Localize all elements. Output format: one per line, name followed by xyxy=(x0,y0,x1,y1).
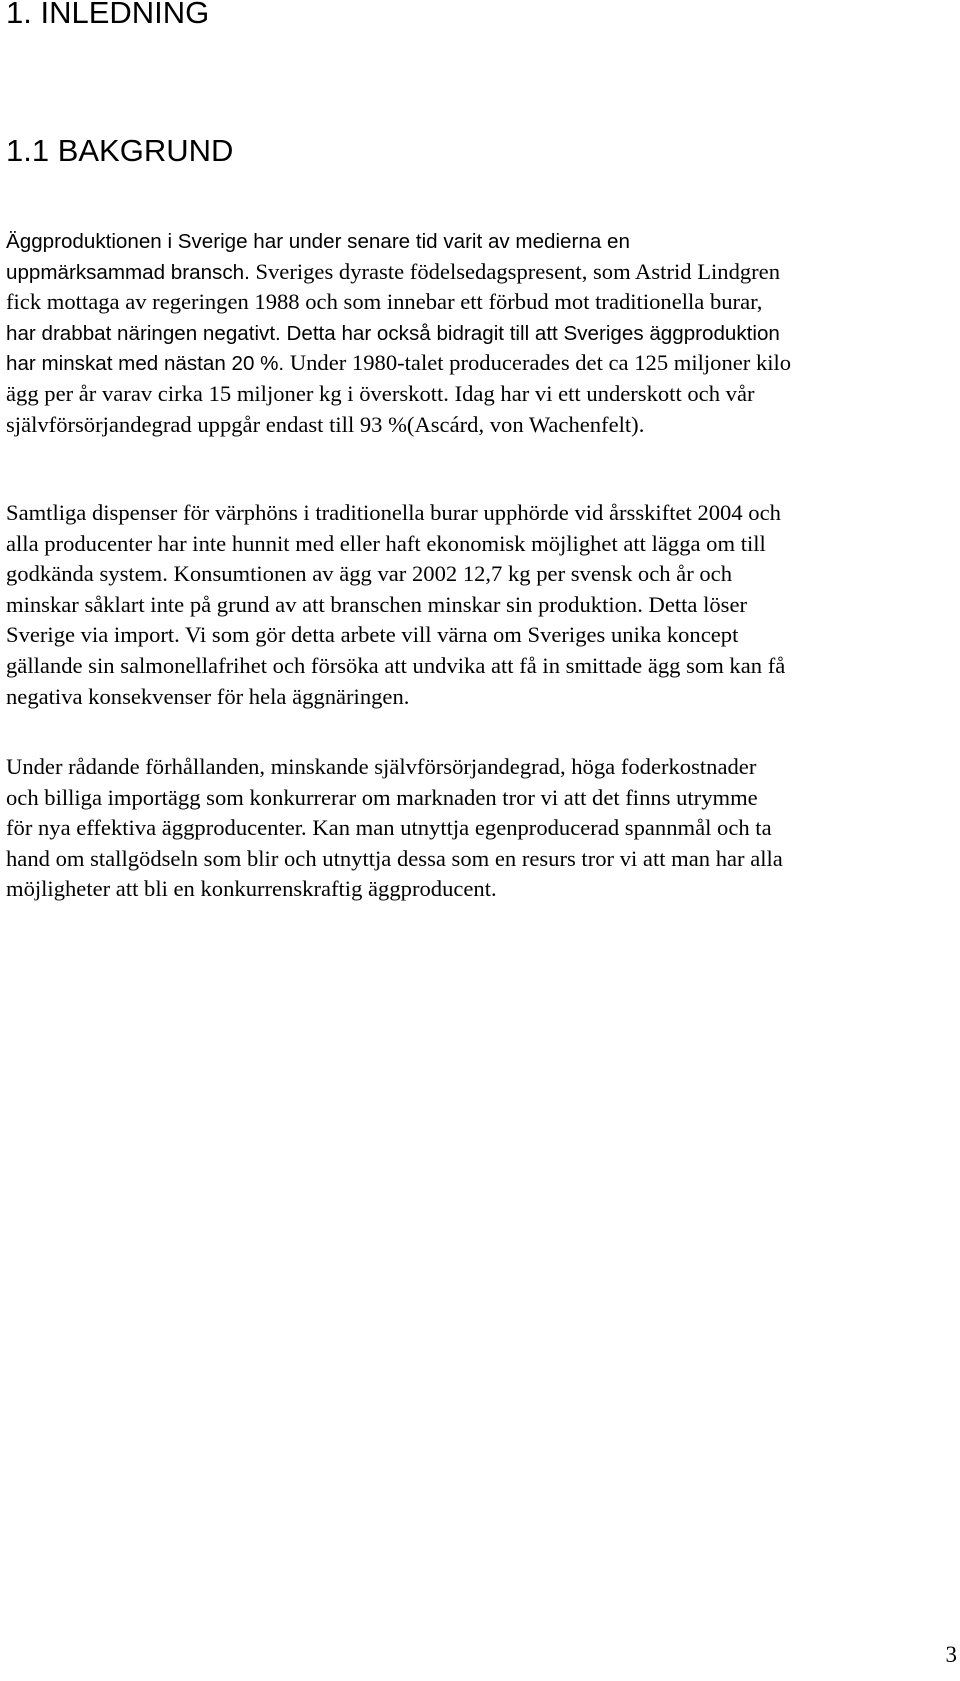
paragraph-line: fick mottaga av regeringen 1988 och som innebar ett förbud mot traditionella burar, xyxy=(6,289,763,315)
paragraph-line: uppmärksammad bransch. Sveriges dyraste födelsedagspresent, som Astrid Lindgren xyxy=(6,258,781,284)
paragraph-1 xyxy=(6,226,791,440)
paragraph-line: självförsörjandegrad uppgår endast till 93 %(Ascárd, von Wachenfelt). xyxy=(6,411,645,437)
paragraph-line: och billiga importägg som konkurrerar om marknaden tror vi att det finns utrymme xyxy=(6,784,758,810)
paragraph-line: möjligheter att bli en konkurrenskraftig äggproducent. xyxy=(6,876,497,902)
paragraph-line: har minskat med nästan 20 %. Under 1980-talet producerades det ca 125 miljoner kilo xyxy=(6,350,792,376)
paragraph-line: Sverige via import. Vi som gör detta arbete vill värna om Sveriges unika koncept xyxy=(6,622,739,648)
paragraph-line: Äggproduktionen i Sverige har under senare tid varit av medierna en xyxy=(6,230,630,253)
paragraph-line: hand om stallgödseln som blir och utnyttja dessa som en resurs tror vi att man har alla xyxy=(6,845,783,871)
paragraph-line: godkända system. Konsumtionen av ägg var 2002 12,7 kg per svensk och år och xyxy=(6,561,732,587)
paragraph-line: alla producenter har inte hunnit med eller haft ekonomisk möjlighet att lägga om till xyxy=(6,530,766,556)
paragraph-line: minskar såklart inte på grund av att branschen minskar sin produktion. Detta löser xyxy=(6,591,748,617)
page-number: 3 xyxy=(945,1642,957,1667)
paragraph-line: Samtliga dispenser för värphöns i traditionella burar upphörde vid årsskiftet 2004 och xyxy=(6,500,781,525)
paragraph-line: har drabbat näringen negativt. Detta har också bidragit till att Sveriges äggproduktion xyxy=(6,321,780,345)
paragraph-line: för nya effektiva äggproducenter. Kan man utnyttja egenproducerad spannmål och ta xyxy=(6,815,772,841)
chapter-heading: 1. INLEDNING xyxy=(6,0,210,30)
section-heading: 1.1 BAKGRUND xyxy=(6,133,234,168)
paragraph-line: gällande sin salmonellafrihet och försöka att undvika att få in smittade ägg som kan få xyxy=(6,652,786,678)
paragraph-3 xyxy=(6,752,783,905)
paragraph-line: ägg per år varav cirka 15 miljoner kg i överskott. Idag har vi ett underskott och vår xyxy=(6,380,755,406)
paragraph-2 xyxy=(6,498,785,712)
paragraph-line: Under rådande förhållanden, minskande självförsörjandegrad, höga foderkostnader xyxy=(6,754,757,779)
paragraph-line: negativa konsekvenser för hela äggnäringen. xyxy=(6,683,410,709)
